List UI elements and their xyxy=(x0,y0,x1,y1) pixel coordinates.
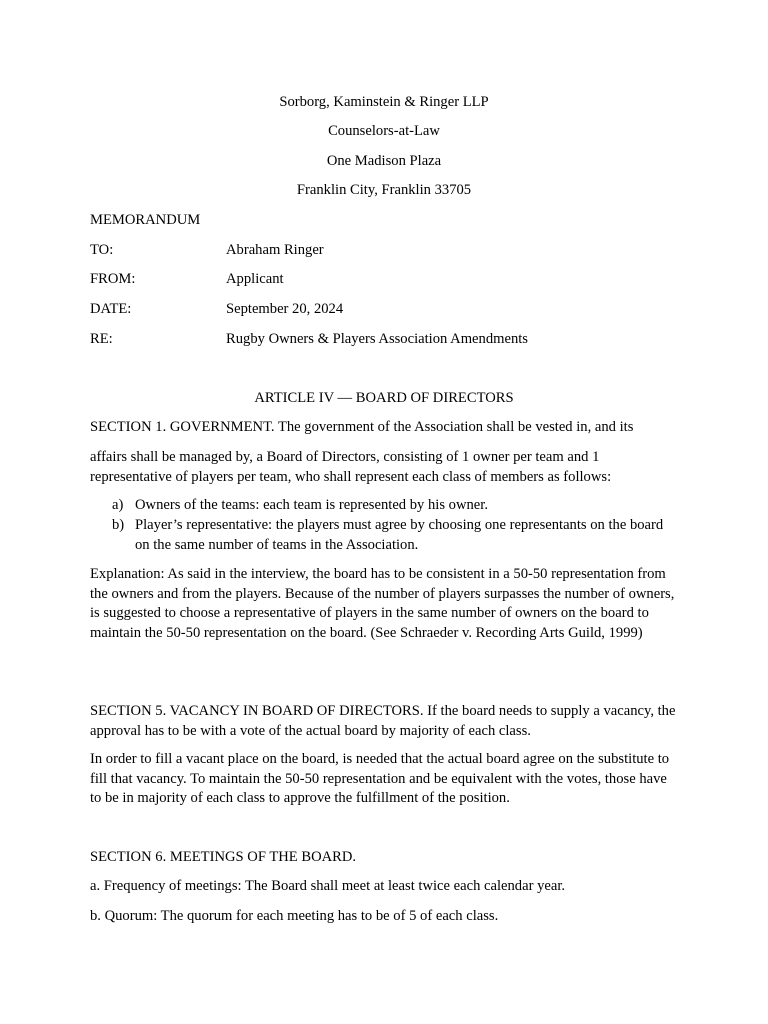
re-label: RE: xyxy=(90,331,113,347)
list-marker: b) xyxy=(112,517,125,533)
address-line-1: One Madison Plaza xyxy=(326,153,442,169)
section6-heading: SECTION 6. MEETINGS OF THE BOARD. xyxy=(90,849,357,865)
address-line-2: Franklin City, Franklin 33705 xyxy=(296,182,472,198)
firm-subtitle: Counselors-at-Law xyxy=(328,123,440,139)
firm-name: Sorborg, Kaminstein & Ringer LLP xyxy=(279,94,489,110)
section6-item-a: a. Frequency of meetings: The Board shall meet at least twice each calendar year. xyxy=(90,878,566,894)
re-value: Rugby Owners & Players Association Amendments xyxy=(226,331,528,347)
list-item-text: Player’s representative: the players must agree by choosing one representants on the board on the same number of teams in the Association. xyxy=(135,517,664,553)
section5-paragraph: In order to fill a vacant place on the board, is needed that the actual board agree on the substitute to fill that vacancy. To maintain the 50-50 representation and be equivalent with the votes, those have to be in majority of each class to approve the fulfillment of the position. xyxy=(90,751,670,806)
explanation-paragraph: Explanation: As said in the interview, the board has to be consistent in a 50-50 representation from the owners and from the players. Because of the number of players surpasses the number of owners, is suggested to choose a representative of players in the same number of owners on the board to maintain the 50-50 representation on the board. (See Schraeder v. Recording Arts Guild, 1999) xyxy=(90,566,675,641)
memo-title: MEMORANDUM xyxy=(90,212,201,228)
from-label: FROM: xyxy=(90,271,136,287)
to-label: TO: xyxy=(90,242,114,258)
from-value: Applicant xyxy=(226,271,284,287)
to-value: Abraham Ringer xyxy=(226,242,324,258)
section1-paragraph: affairs shall be managed by, a Board of Directors, consisting of 1 owner per team and 1 representative of players per team, who shall represent each class of members as follows: xyxy=(90,449,612,485)
article-heading: ARTICLE IV — BOARD OF DIRECTORS xyxy=(254,390,514,406)
date-label: DATE: xyxy=(90,301,132,317)
section1-heading: SECTION 1. GOVERNMENT. The government of the Association shall be vested in, and its xyxy=(90,419,634,435)
section5-heading: SECTION 5. VACANCY IN BOARD OF DIRECTORS. If the board needs to supply a vacancy, the approval has to be with a vote of the actual board by majority of each class. xyxy=(90,703,676,739)
list-marker: a) xyxy=(112,497,124,513)
section6-item-b: b. Quorum: The quorum for each meeting has to be of 5 of each class. xyxy=(90,908,499,924)
date-value: September 20, 2024 xyxy=(226,301,344,317)
list-item-text: Owners of the teams: each team is represented by his owner. xyxy=(135,497,488,513)
